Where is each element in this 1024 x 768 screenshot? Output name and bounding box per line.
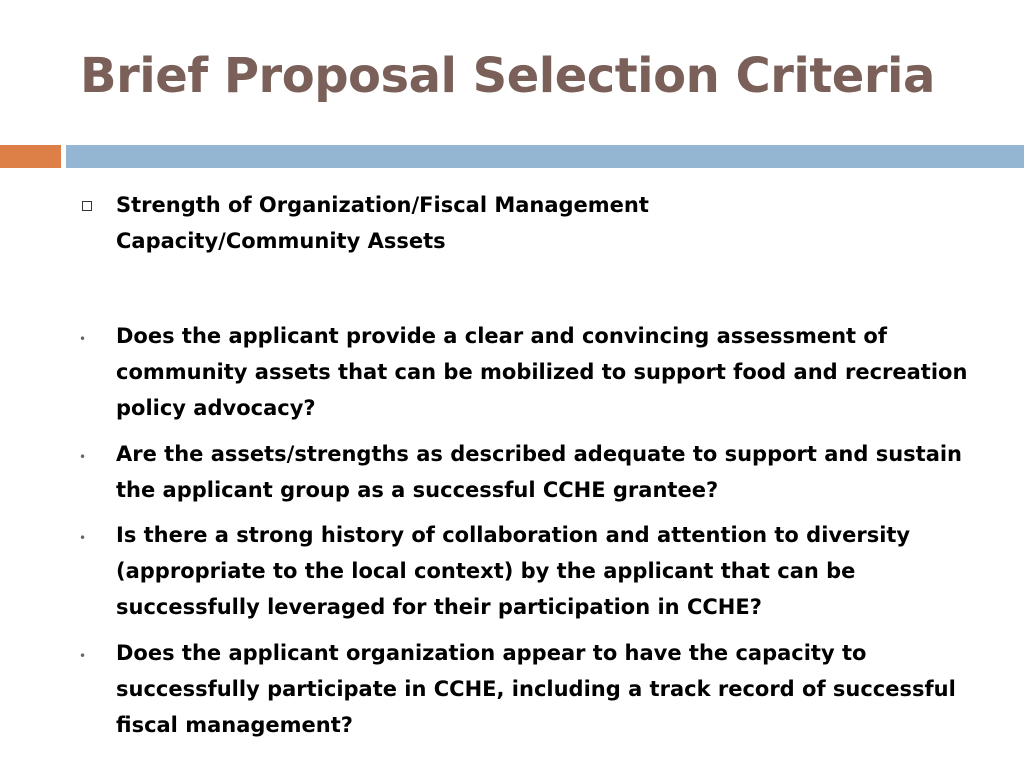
question-item-3: Is there a strong history of collaboration and attention to diversity (appropriate to the local context) by the applicant that can be successfully leveraged for their participation in CCHE? xyxy=(116,523,911,619)
bullet-icon: • xyxy=(79,649,87,663)
bullet-icon: • xyxy=(79,531,87,545)
heading-item: Strength of Organization/Fiscal Management Capacity/Community Assets xyxy=(116,193,649,253)
slide-title: Brief Proposal Selection Criteria xyxy=(80,48,935,104)
bullet-icon: • xyxy=(79,450,87,464)
question-item-2: Are the assets/strengths as described adequate to support and sustain the applicant group as a successful CCHE grantee? xyxy=(116,442,963,502)
question-item-1: Does the applicant provide a clear and convincing assessment of community assets that can be mobilized to support food and recreation policy advocacy? xyxy=(116,324,968,420)
question-item-4: Does the applicant organization appear to have the capacity to successfully participate in CCHE, including a track record of successful fiscal management? xyxy=(116,641,956,737)
square-bullet-icon xyxy=(82,201,92,211)
bullet-icon: • xyxy=(79,332,87,346)
